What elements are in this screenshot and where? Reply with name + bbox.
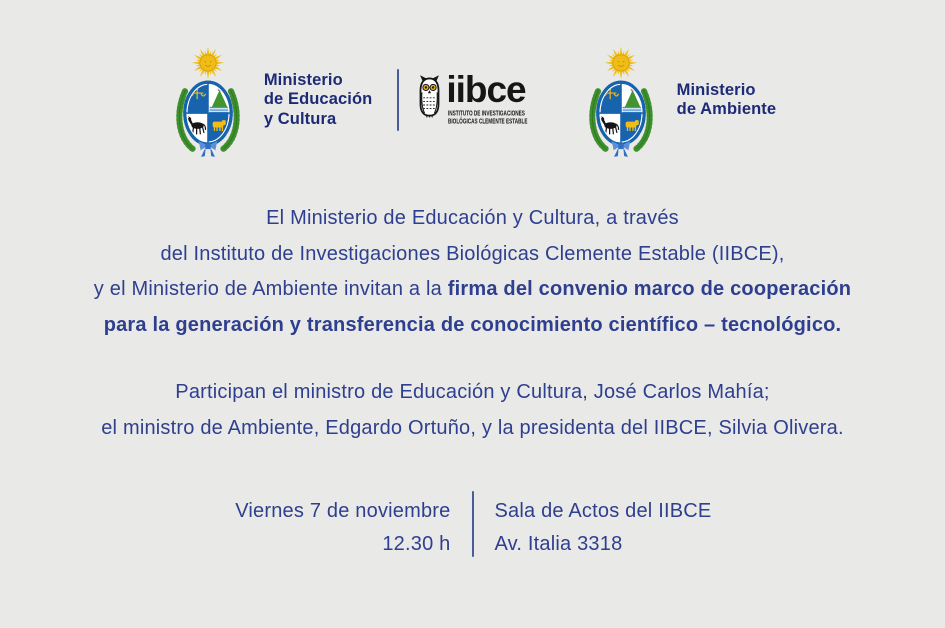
event-location <box>495 495 795 561</box>
ambiente-label-line: de Ambiente <box>676 100 777 118</box>
iibce-logo-text <box>446 69 528 126</box>
ambiente-ministry-label <box>677 81 777 120</box>
header-vertical-divider <box>397 69 399 131</box>
invitation-paragraph-2 <box>0 375 945 446</box>
invitation-line-3 <box>0 272 945 308</box>
footer-vertical-divider <box>472 491 474 557</box>
mec-label-line: de Educación <box>263 90 373 109</box>
invitation-paragraph-1 <box>0 201 945 344</box>
iibce-subtitle-line: BIOLÓGICAS CLEMENTE ESTABLE <box>448 117 528 126</box>
invitation-line-3-regular: y el Ministerio de Ambiente invitan a la <box>93 278 448 301</box>
event-address: Av. Italia 3318 <box>494 533 623 555</box>
ambiente-coat-of-arms-icon <box>582 42 660 158</box>
invitation-line-5: Participan el ministro de Educación y Cultura, José Carlos Mahía; <box>175 380 770 403</box>
event-details <box>0 495 945 561</box>
iibce-subtitle <box>448 110 527 126</box>
iibce-subtitle-line: INSTITUTO DE INVESTIGACIONES <box>448 109 526 118</box>
event-venue: Sala de Actos del IIBCE <box>494 500 712 522</box>
header-logos <box>0 42 945 158</box>
mec-ministry-label <box>264 71 372 130</box>
event-datetime <box>151 495 451 561</box>
iibce-logo <box>416 69 528 130</box>
ambiente-label-line: Ministerio <box>676 80 756 99</box>
event-time: 12.30 h <box>382 533 451 555</box>
mec-coat-of-arms-icon <box>169 42 247 158</box>
invitation-line-6: el ministro de Ambiente, Edgardo Ortuño, y la presidenta del IIBCE, Silvia Olivera. <box>101 416 844 439</box>
iibce-wordmark: iibce <box>446 69 526 110</box>
iibce-owl-icon <box>416 73 443 119</box>
event-date: Viernes 7 de noviembre <box>235 500 451 522</box>
invitation-line-1: El Ministerio de Educación y Cultura, a través <box>266 207 679 229</box>
invitation-line-3-bold: firma del convenio marco de cooperación <box>447 278 852 301</box>
invitation-line-2: del Instituto de Investigaciones Biológicas Clemente Estable (IIBCE), <box>160 242 785 265</box>
invitation-text <box>0 201 945 446</box>
mec-label-line: Ministerio <box>263 70 343 89</box>
invitation-line-4: para la generación y transferencia de conocimiento científico – tecnológico. <box>103 314 842 337</box>
mec-label-line: y Cultura <box>263 109 337 128</box>
